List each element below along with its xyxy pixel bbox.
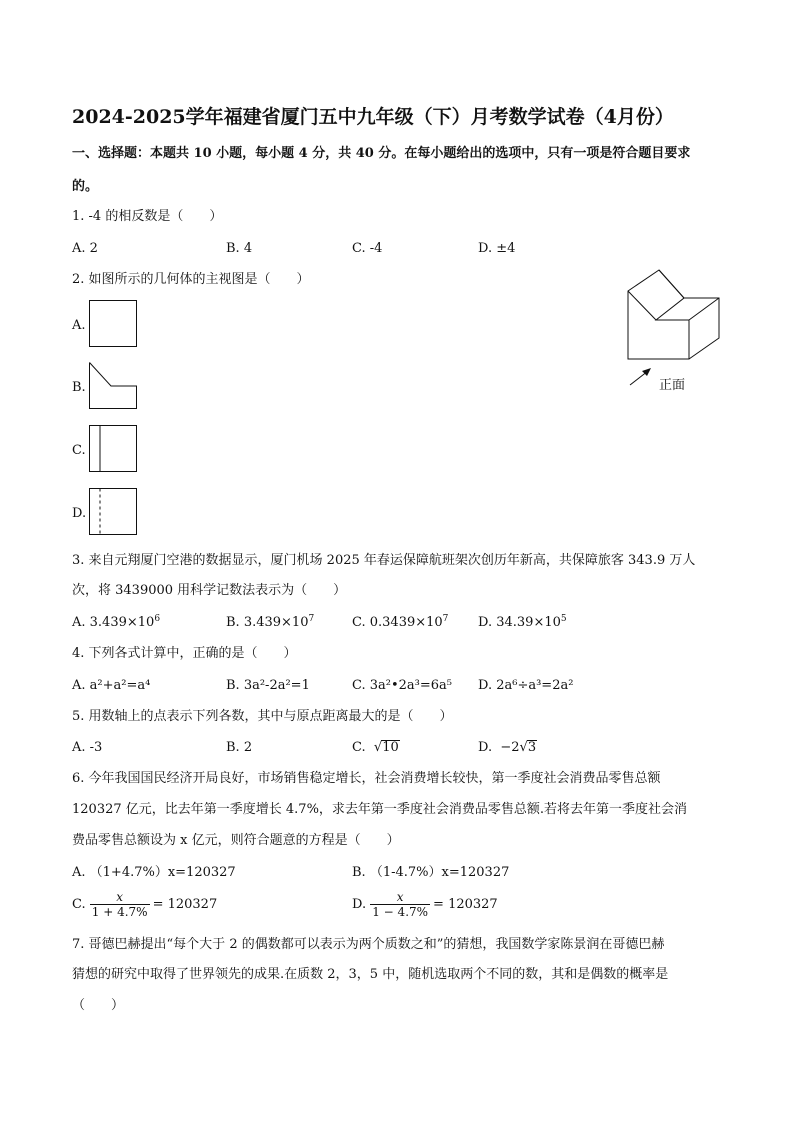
q4-option-c: C. 3a²•2a³=6a⁵ <box>352 678 453 693</box>
q5-stem: 5. 用数轴上的点表示下列各数，其中与原点距离最大的是（ ） <box>72 709 453 724</box>
q3-option-b: B. $3.439\times 10^7$ <box>226 614 315 630</box>
q6-stem-line2: 120327 亿元，比去年第一季度增长 4.7%，求去年第一季度社会消费品零售总额.若将去年第一季度社会消 <box>72 802 688 817</box>
q2-option-c-figure <box>89 425 138 473</box>
q7-stem-line3: （ ） <box>72 998 125 1013</box>
q2-option-d-label: D. <box>72 506 87 521</box>
q1-option-d: D. ±4 <box>478 241 516 256</box>
section-instructions-line2: 的。 <box>72 179 99 194</box>
q4-stem: 4. 下列各式计算中，正确的是（ ） <box>72 646 297 661</box>
q4-option-b: B. 3a²-2a²=1 <box>226 678 310 693</box>
q1-option-b: B. 4 <box>226 241 253 256</box>
sqrt-sign-icon: √ <box>373 740 383 755</box>
q1-option-a: A. 2 <box>72 241 98 256</box>
q6-stem-line1: 6. 今年我国国民经济开局良好，市场销售稳定增长，社会消费增长较快，第一季度社会消费品零售总额 <box>72 771 661 786</box>
q5-option-c: C. √10 <box>352 740 399 755</box>
q5-option-b: B. 2 <box>226 740 253 755</box>
q2-option-a-figure <box>89 300 138 348</box>
q5-option-a: A. -3 <box>72 740 103 755</box>
q3-option-c: C. $0.3439\times 10^7$ <box>352 614 449 630</box>
q3-option-a: A. $3.439\times 10^6$ <box>72 614 161 630</box>
front-view-label: 正面 <box>659 378 686 393</box>
q2-option-a-label: A. <box>72 318 86 333</box>
q4-option-d: D. 2a⁶÷a³=2a² <box>478 678 574 693</box>
q6-stem-line3: 费品零售总额设为 x 亿元，则符合题意的方程是（ ） <box>72 833 400 848</box>
q2-option-c-label: C. <box>72 443 86 458</box>
page-title: 2024-2025学年福建省厦门五中九年级（下）月考数学试卷（4月份） <box>72 106 674 128</box>
q7-stem-line1: 7. 哥德巴赫提出“每个大于 2 的偶数都可以表示为两个质数之和”的猜想，我国数学家陈景润在哥德巴赫 <box>72 937 665 952</box>
q6-option-a: A. （1+4.7%）x=120327 <box>72 865 236 880</box>
q2-option-d-figure <box>89 488 138 536</box>
q6-option-c: C. $\frac{x}{1 + 4.7\%}$ = 120327 <box>72 889 218 919</box>
section-instructions-line1: 一、选择题：本题共 10 小题，每小题 4 分，共 40 分。在每小题给出的选项中，只有一项是符合题目要求 <box>72 146 691 161</box>
q2-stem: 2. 如图所示的几何体的主视图是（ ） <box>72 272 310 287</box>
q7-stem-line2: 猜想的研究中取得了世界领先的成果.在质数 2，3，5 中，随机选取两个不同的数，其和是偶数的概率是 <box>72 967 669 982</box>
q3-option-d: D. $34.39\times 10^5$ <box>478 614 567 630</box>
q2-option-b-label: B. <box>72 380 86 395</box>
q3-stem-line1: 3. 来自元翔厦门空港的数据显示，厦门机场 2025 年春运保障航班架次创历年新高，共保障旅客 343.9 万人 <box>72 553 696 568</box>
sqrt-sign-icon: √ <box>519 740 528 755</box>
q1-stem: 1. -4 的相反数是（ ） <box>72 209 223 224</box>
q1-option-c: C. -4 <box>352 241 383 256</box>
q4-option-a: A. a²+a²=a⁴ <box>72 678 151 693</box>
q2-option-b-figure <box>89 362 138 410</box>
q5-option-d: D. −2√3 <box>478 740 537 755</box>
q6-option-b: B. （1-4.7%）x=120327 <box>352 865 510 880</box>
q3-stem-line2: 次，将 3439000 用科学记数法表示为（ ） <box>72 583 347 598</box>
q6-option-d: D. $\frac{x}{1 - 4.7\%}$ = 120327 <box>352 889 498 919</box>
